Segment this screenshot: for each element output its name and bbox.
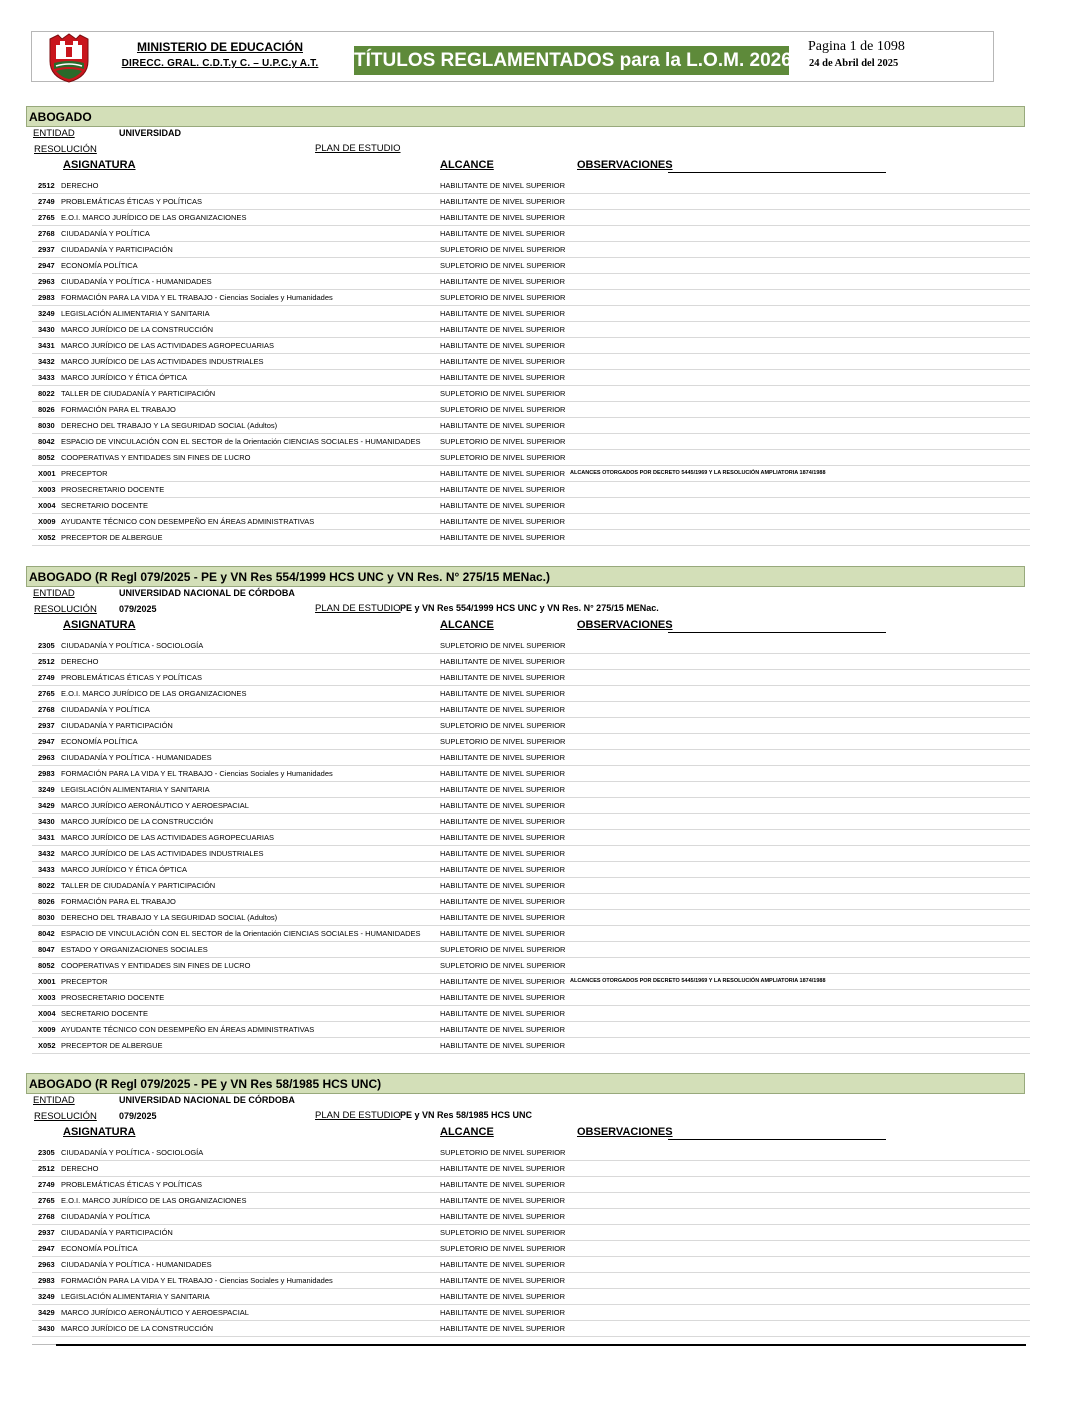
scope-value: HABILITANTE DE NIVEL SUPERIOR xyxy=(440,309,566,318)
table-row xyxy=(32,1161,1030,1177)
table-row xyxy=(32,1257,1030,1273)
subject-name: MARCO JURÍDICO DE LA CONSTRUCCIÓN xyxy=(61,1324,214,1333)
subject-code: 2765 xyxy=(38,213,55,222)
province-shield-icon xyxy=(46,33,92,83)
asignatura-header: ASIGNATURA xyxy=(63,619,136,631)
table-row xyxy=(32,718,1030,734)
subject-name: MARCO JURÍDICO DE LAS ACTIVIDADES AGROPECUARIAS xyxy=(61,833,274,842)
scope-value: HABILITANTE DE NIVEL SUPERIOR xyxy=(440,485,566,494)
table-row xyxy=(32,1177,1030,1193)
alcance-header: ALCANCE xyxy=(440,159,494,171)
subject-code: 2749 xyxy=(38,673,55,682)
asignatura-header: ASIGNATURA xyxy=(63,1126,136,1138)
subject-name: ECONOMÍA POLÍTICA xyxy=(61,1244,138,1253)
table-row xyxy=(32,290,1030,306)
subject-code: 2765 xyxy=(38,689,55,698)
subject-name: PRECEPTOR DE ALBERGUE xyxy=(61,1041,163,1050)
subject-code: 8030 xyxy=(38,421,55,430)
subject-name: MARCO JURÍDICO DE LAS ACTIVIDADES INDUSTRIALES xyxy=(61,357,264,366)
entidad-label: ENTIDAD xyxy=(33,588,75,599)
subject-code: 3430 xyxy=(38,325,55,334)
table-row xyxy=(32,894,1030,910)
subject-code: 2983 xyxy=(38,769,55,778)
scope-value: HABILITANTE DE NIVEL SUPERIOR xyxy=(440,929,566,938)
resolucion-label: RESOLUCIÓN xyxy=(34,1111,97,1122)
subject-code: 2305 xyxy=(38,1148,55,1157)
subject-name: E.O.I. MARCO JURÍDICO DE LAS ORGANIZACIONES xyxy=(61,213,247,222)
table-row xyxy=(32,1305,1030,1321)
table-row xyxy=(32,766,1030,782)
scope-value: HABILITANTE DE NIVEL SUPERIOR xyxy=(440,373,566,382)
scope-value: HABILITANTE DE NIVEL SUPERIOR xyxy=(440,1308,566,1317)
subject-name: PROBLEMÁTICAS ÉTICAS Y POLÍTICAS xyxy=(61,1180,203,1189)
scope-value: HABILITANTE DE NIVEL SUPERIOR xyxy=(440,421,566,430)
table-row xyxy=(32,638,1030,654)
entidad-value: UNIVERSIDAD NACIONAL DE CÓRDOBA xyxy=(119,1095,295,1105)
resolucion-label: RESOLUCIÓN xyxy=(34,144,97,155)
scope-value: HABILITANTE DE NIVEL SUPERIOR xyxy=(440,341,566,350)
table-row xyxy=(32,1038,1030,1054)
subject-code: 8022 xyxy=(38,389,55,398)
subject-name: PROSECRETARIO DOCENTE xyxy=(61,485,165,494)
plan-label: PLAN DE ESTUDIO xyxy=(315,143,401,154)
section-title: ABOGADO (R Regl 079/2025 - PE y VN Res 554/1999 HCS UNC y VN Res. N° 275/15 MENac.) xyxy=(26,566,1025,587)
section-title: ABOGADO xyxy=(26,106,1025,127)
subject-name: E.O.I. MARCO JURÍDICO DE LAS ORGANIZACIONES xyxy=(61,1196,247,1205)
subject-code: X001 xyxy=(38,977,56,986)
subject-code: 8030 xyxy=(38,913,55,922)
table-row xyxy=(32,434,1030,450)
scope-value: HABILITANTE DE NIVEL SUPERIOR xyxy=(440,181,566,190)
table-row xyxy=(32,178,1030,194)
subject-code: 2947 xyxy=(38,1244,55,1253)
subject-code: 8052 xyxy=(38,453,55,462)
subject-name: CIUDADANÍA Y POLÍTICA xyxy=(61,1212,150,1221)
scope-value: HABILITANTE DE NIVEL SUPERIOR xyxy=(440,357,566,366)
scope-value: SUPLETORIO DE NIVEL SUPERIOR xyxy=(440,1244,566,1253)
subject-name: FORMACIÓN PARA LA VIDA Y EL TRABAJO - Ciencias Sociales y Humanidades xyxy=(61,293,333,302)
subject-name: DERECHO xyxy=(61,657,99,666)
table-row xyxy=(32,1145,1030,1161)
subject-code: 3431 xyxy=(38,341,55,350)
subject-name: SECRETARIO DOCENTE xyxy=(61,1009,148,1018)
subject-code: X004 xyxy=(38,501,56,510)
subject-name: PROSECRETARIO DOCENTE xyxy=(61,993,165,1002)
subject-code: X052 xyxy=(38,533,56,542)
scope-value: SUPLETORIO DE NIVEL SUPERIOR xyxy=(440,945,566,954)
table-row xyxy=(32,402,1030,418)
scope-value: HABILITANTE DE NIVEL SUPERIOR xyxy=(440,689,566,698)
subject-name: CIUDADANÍA Y POLÍTICA - SOCIOLOGÍA xyxy=(61,1148,204,1157)
alcance-header: ALCANCE xyxy=(440,1126,494,1138)
table-row xyxy=(32,1022,1030,1038)
table-row xyxy=(32,418,1030,434)
scope-value: HABILITANTE DE NIVEL SUPERIOR xyxy=(440,501,566,510)
table-row xyxy=(32,846,1030,862)
resolucion-value: 079/2025 xyxy=(119,1111,157,1121)
asignatura-header: ASIGNATURA xyxy=(63,159,136,171)
subject-name: CIUDADANÍA Y PARTICIPACIÓN xyxy=(61,721,173,730)
subject-code: 2983 xyxy=(38,1276,55,1285)
subject-code: 2937 xyxy=(38,245,55,254)
subject-name: PRECEPTOR DE ALBERGUE xyxy=(61,533,163,542)
observaciones-header: OBSERVACIONES xyxy=(577,159,673,171)
table-row xyxy=(32,306,1030,322)
resolucion-value: 079/2025 xyxy=(119,604,157,614)
table-row xyxy=(32,482,1030,498)
table-row xyxy=(32,798,1030,814)
scope-value: HABILITANTE DE NIVEL SUPERIOR xyxy=(440,533,566,542)
entidad-value: UNIVERSIDAD xyxy=(119,128,182,138)
subject-code: 2765 xyxy=(38,1196,55,1205)
table-row xyxy=(32,1273,1030,1289)
scope-value: SUPLETORIO DE NIVEL SUPERIOR xyxy=(440,389,566,398)
observation-text: ALCANCES OTORGADOS POR DECRETO 5445/1969 Y LA RESOLUCIÓN AMPLIATORIA 1874/1988 xyxy=(570,978,826,984)
subject-name: DERECHO DEL TRABAJO Y LA SEGURIDAD SOCIAL (Adultos) xyxy=(61,913,278,922)
subject-code: X009 xyxy=(38,517,56,526)
table-row xyxy=(32,750,1030,766)
scope-value: HABILITANTE DE NIVEL SUPERIOR xyxy=(440,913,566,922)
table-row xyxy=(32,734,1030,750)
subject-code: 3430 xyxy=(38,817,55,826)
observaciones-rule xyxy=(668,1139,886,1140)
table-row xyxy=(32,450,1030,466)
scope-value: HABILITANTE DE NIVEL SUPERIOR xyxy=(440,1164,566,1173)
observation-text: ALCANCES OTORGADOS POR DECRETO 5445/1969 Y LA RESOLUCIÓN AMPLIATORIA 1874/1988 xyxy=(570,470,826,476)
table-row xyxy=(32,942,1030,958)
subject-code: 2768 xyxy=(38,229,55,238)
table-row xyxy=(32,686,1030,702)
subject-code: X001 xyxy=(38,469,56,478)
subject-code: 8042 xyxy=(38,929,55,938)
subject-name: DERECHO DEL TRABAJO Y LA SEGURIDAD SOCIAL (Adultos) xyxy=(61,421,278,430)
subject-name: PRECEPTOR xyxy=(61,977,108,986)
table-row xyxy=(32,1321,1030,1337)
subject-name: CIUDADANÍA Y POLÍTICA xyxy=(61,705,150,714)
scope-value: HABILITANTE DE NIVEL SUPERIOR xyxy=(440,977,566,986)
subject-name: AYUDANTE TÉCNICO CON DESEMPEÑO EN ÁREAS ADMINISTRATIVAS xyxy=(61,517,315,526)
subject-code: 8047 xyxy=(38,945,55,954)
subject-name: ESPACIO DE VINCULACIÓN CON EL SECTOR de la Orientación CIENCIAS SOCIALES - HUMANIDADES xyxy=(61,437,421,446)
table-row xyxy=(32,1209,1030,1225)
table-row xyxy=(32,958,1030,974)
subject-code: 3431 xyxy=(38,833,55,842)
subject-code: 8022 xyxy=(38,881,55,890)
scope-value: HABILITANTE DE NIVEL SUPERIOR xyxy=(440,1180,566,1189)
table-row xyxy=(32,990,1030,1006)
subject-name: AYUDANTE TÉCNICO CON DESEMPEÑO EN ÁREAS ADMINISTRATIVAS xyxy=(61,1025,315,1034)
subject-name: TALLER DE CIUDADANÍA Y PARTICIPACIÓN xyxy=(61,389,216,398)
ministry-name: MINISTERIO DE EDUCACIÓN xyxy=(136,40,303,54)
subject-code: 8042 xyxy=(38,437,55,446)
scope-value: HABILITANTE DE NIVEL SUPERIOR xyxy=(440,277,566,286)
observaciones-header: OBSERVACIONES xyxy=(577,1126,673,1138)
subject-name: MARCO JURÍDICO AERONÁUTICO Y AEROESPACIAL xyxy=(61,801,249,810)
subject-code: 2983 xyxy=(38,293,55,302)
table-row xyxy=(32,498,1030,514)
subject-code: 3433 xyxy=(38,373,55,382)
scope-value: SUPLETORIO DE NIVEL SUPERIOR xyxy=(440,721,566,730)
subject-code: 2512 xyxy=(38,181,55,190)
scope-value: HABILITANTE DE NIVEL SUPERIOR xyxy=(440,833,566,842)
subject-code: 8052 xyxy=(38,961,55,970)
subject-code: 2512 xyxy=(38,1164,55,1173)
table-row xyxy=(32,1006,1030,1022)
subject-name: CIUDADANÍA Y POLÍTICA - HUMANIDADES xyxy=(61,1260,212,1269)
subject-name: MARCO JURÍDICO DE LAS ACTIVIDADES AGROPECUARIAS xyxy=(61,341,274,350)
scope-value: HABILITANTE DE NIVEL SUPERIOR xyxy=(440,325,566,334)
table-row xyxy=(32,670,1030,686)
subject-name: MARCO JURÍDICO DE LAS ACTIVIDADES INDUSTRIALES xyxy=(61,849,264,858)
subject-code: 8026 xyxy=(38,897,55,906)
scope-value: SUPLETORIO DE NIVEL SUPERIOR xyxy=(440,1148,566,1157)
subject-code: 2963 xyxy=(38,277,55,286)
observaciones-rule xyxy=(668,172,886,173)
scope-value: HABILITANTE DE NIVEL SUPERIOR xyxy=(440,229,566,238)
scope-value: HABILITANTE DE NIVEL SUPERIOR xyxy=(440,849,566,858)
table-row xyxy=(32,974,1030,990)
subject-name: ESPACIO DE VINCULACIÓN CON EL SECTOR de la Orientación CIENCIAS SOCIALES - HUMANIDADES xyxy=(61,929,421,938)
subject-name: DERECHO xyxy=(61,181,99,190)
subject-code: 2768 xyxy=(38,705,55,714)
scope-value: HABILITANTE DE NIVEL SUPERIOR xyxy=(440,881,566,890)
subject-name: CIUDADANÍA Y POLÍTICA - HUMANIDADES xyxy=(61,277,212,286)
subject-name: CIUDADANÍA Y PARTICIPACIÓN xyxy=(61,245,173,254)
subject-code: 3432 xyxy=(38,357,55,366)
subject-name: COOPERATIVAS Y ENTIDADES SIN FINES DE LUCRO xyxy=(61,453,251,462)
table-row xyxy=(32,466,1030,482)
scope-value: SUPLETORIO DE NIVEL SUPERIOR xyxy=(440,245,566,254)
subject-name: FORMACIÓN PARA EL TRABAJO xyxy=(61,897,176,906)
table-row xyxy=(32,926,1030,942)
table-row xyxy=(32,210,1030,226)
subject-code: 3429 xyxy=(38,801,55,810)
table-row xyxy=(32,274,1030,290)
subject-name: PRECEPTOR xyxy=(61,469,108,478)
subject-code: 2937 xyxy=(38,1228,55,1237)
scope-value: HABILITANTE DE NIVEL SUPERIOR xyxy=(440,1292,566,1301)
scope-value: HABILITANTE DE NIVEL SUPERIOR xyxy=(440,897,566,906)
subject-name: LEGISLACIÓN ALIMENTARIA Y SANITARIA xyxy=(61,309,210,318)
subject-name: LEGISLACIÓN ALIMENTARIA Y SANITARIA xyxy=(61,785,210,794)
department-name: DIRECC. GRAL. C.D.T.y C. – U.P.C.y A.T. xyxy=(121,58,319,69)
table-row xyxy=(32,1289,1030,1305)
subject-code: 3249 xyxy=(38,1292,55,1301)
subject-name: SECRETARIO DOCENTE xyxy=(61,501,148,510)
subject-code: 2937 xyxy=(38,721,55,730)
subject-name: PROBLEMÁTICAS ÉTICAS Y POLÍTICAS xyxy=(61,673,203,682)
scope-value: HABILITANTE DE NIVEL SUPERIOR xyxy=(440,657,566,666)
entidad-label: ENTIDAD xyxy=(33,1095,75,1106)
page-number: Pagina 1 de 1098 xyxy=(808,39,905,54)
scope-value: HABILITANTE DE NIVEL SUPERIOR xyxy=(440,1212,566,1221)
subject-code: 3433 xyxy=(38,865,55,874)
observaciones-header: OBSERVACIONES xyxy=(577,619,673,631)
table-row xyxy=(32,702,1030,718)
scope-value: HABILITANTE DE NIVEL SUPERIOR xyxy=(440,993,566,1002)
scope-value: HABILITANTE DE NIVEL SUPERIOR xyxy=(440,801,566,810)
scope-value: HABILITANTE DE NIVEL SUPERIOR xyxy=(440,865,566,874)
scope-value: SUPLETORIO DE NIVEL SUPERIOR xyxy=(440,961,566,970)
scope-value: HABILITANTE DE NIVEL SUPERIOR xyxy=(440,753,566,762)
table-row xyxy=(32,242,1030,258)
subject-code: 3430 xyxy=(38,1324,55,1333)
table-row xyxy=(32,258,1030,274)
subject-name: ECONOMÍA POLÍTICA xyxy=(61,261,138,270)
subject-name: CIUDADANÍA Y POLÍTICA xyxy=(61,229,150,238)
table-row xyxy=(32,1241,1030,1257)
subject-name: E.O.I. MARCO JURÍDICO DE LAS ORGANIZACIONES xyxy=(61,689,247,698)
scope-value: HABILITANTE DE NIVEL SUPERIOR xyxy=(440,1025,566,1034)
table-row xyxy=(32,1225,1030,1241)
section-title: ABOGADO (R Regl 079/2025 - PE y VN Res 58/1985 HCS UNC) xyxy=(26,1073,1025,1094)
table-row xyxy=(32,878,1030,894)
subject-name: LEGISLACIÓN ALIMENTARIA Y SANITARIA xyxy=(61,1292,210,1301)
table-row xyxy=(32,530,1030,546)
resolucion-label: RESOLUCIÓN xyxy=(34,604,97,615)
subject-name: MARCO JURÍDICO DE LA CONSTRUCCIÓN xyxy=(61,325,214,334)
subject-code: 3249 xyxy=(38,309,55,318)
table-row xyxy=(32,338,1030,354)
scope-value: HABILITANTE DE NIVEL SUPERIOR xyxy=(440,517,566,526)
footer-rule-left xyxy=(32,1344,56,1345)
subject-name: CIUDADANÍA Y PARTICIPACIÓN xyxy=(61,1228,173,1237)
table-row xyxy=(32,830,1030,846)
subject-name: CIUDADANÍA Y POLÍTICA - HUMANIDADES xyxy=(61,753,212,762)
table-row xyxy=(32,226,1030,242)
scope-value: HABILITANTE DE NIVEL SUPERIOR xyxy=(440,1260,566,1269)
subject-name: FORMACIÓN PARA EL TRABAJO xyxy=(61,405,176,414)
subject-name: FORMACIÓN PARA LA VIDA Y EL TRABAJO - Ciencias Sociales y Humanidades xyxy=(61,769,333,778)
subject-code: 3249 xyxy=(38,785,55,794)
scope-value: HABILITANTE DE NIVEL SUPERIOR xyxy=(440,1009,566,1018)
table-row xyxy=(32,862,1030,878)
footer-rule xyxy=(56,1344,1026,1346)
table-row xyxy=(32,354,1030,370)
scope-value: SUPLETORIO DE NIVEL SUPERIOR xyxy=(440,293,566,302)
entidad-label: ENTIDAD xyxy=(33,128,75,139)
subject-code: X052 xyxy=(38,1041,56,1050)
scope-value: SUPLETORIO DE NIVEL SUPERIOR xyxy=(440,737,566,746)
table-row xyxy=(32,370,1030,386)
scope-value: SUPLETORIO DE NIVEL SUPERIOR xyxy=(440,1228,566,1237)
subject-name: TALLER DE CIUDADANÍA Y PARTICIPACIÓN xyxy=(61,881,216,890)
subject-code: X003 xyxy=(38,485,56,494)
scope-value: HABILITANTE DE NIVEL SUPERIOR xyxy=(440,1324,566,1333)
scope-value: HABILITANTE DE NIVEL SUPERIOR xyxy=(440,213,566,222)
table-row xyxy=(32,322,1030,338)
document-title: TÍTULOS REGLAMENTADOS para la L.O.M. 2026 xyxy=(354,46,789,75)
plan-label: PLAN DE ESTUDIO xyxy=(315,603,401,614)
scope-value: HABILITANTE DE NIVEL SUPERIOR xyxy=(440,705,566,714)
table-row xyxy=(32,782,1030,798)
observaciones-rule xyxy=(668,632,886,633)
scope-value: SUPLETORIO DE NIVEL SUPERIOR xyxy=(440,261,566,270)
scope-value: HABILITANTE DE NIVEL SUPERIOR xyxy=(440,469,566,478)
subject-code: 2963 xyxy=(38,753,55,762)
table-row xyxy=(32,654,1030,670)
table-row xyxy=(32,814,1030,830)
subject-name: DERECHO xyxy=(61,1164,99,1173)
subject-name: MARCO JURÍDICO Y ÉTICA ÓPTICA xyxy=(61,373,187,382)
subject-code: X004 xyxy=(38,1009,56,1018)
subject-name: MARCO JURÍDICO Y ÉTICA ÓPTICA xyxy=(61,865,187,874)
scope-value: SUPLETORIO DE NIVEL SUPERIOR xyxy=(440,437,566,446)
subject-code: 8026 xyxy=(38,405,55,414)
scope-value: HABILITANTE DE NIVEL SUPERIOR xyxy=(440,1196,566,1205)
document-date: 24 de Abril del 2025 xyxy=(809,58,899,69)
subject-name: MARCO JURÍDICO AERONÁUTICO Y AEROESPACIAL xyxy=(61,1308,249,1317)
table-row xyxy=(32,386,1030,402)
alcance-header: ALCANCE xyxy=(440,619,494,631)
scope-value: HABILITANTE DE NIVEL SUPERIOR xyxy=(440,673,566,682)
scope-value: HABILITANTE DE NIVEL SUPERIOR xyxy=(440,769,566,778)
subject-code: 2963 xyxy=(38,1260,55,1269)
subject-name: CIUDADANÍA Y POLÍTICA - SOCIOLOGÍA xyxy=(61,641,204,650)
plan-label: PLAN DE ESTUDIO xyxy=(315,1110,401,1121)
table-row xyxy=(32,514,1030,530)
subject-code: 2749 xyxy=(38,197,55,206)
subject-name: ECONOMÍA POLÍTICA xyxy=(61,737,138,746)
subject-name: FORMACIÓN PARA LA VIDA Y EL TRABAJO - Ciencias Sociales y Humanidades xyxy=(61,1276,333,1285)
scope-value: HABILITANTE DE NIVEL SUPERIOR xyxy=(440,1276,566,1285)
subject-name: ESTADO Y ORGANIZACIONES SOCIALES xyxy=(61,945,208,954)
subject-code: 2947 xyxy=(38,737,55,746)
scope-value: SUPLETORIO DE NIVEL SUPERIOR xyxy=(440,453,566,462)
entidad-value: UNIVERSIDAD NACIONAL DE CÓRDOBA xyxy=(119,588,295,598)
scope-value: HABILITANTE DE NIVEL SUPERIOR xyxy=(440,1041,566,1050)
subject-name: COOPERATIVAS Y ENTIDADES SIN FINES DE LUCRO xyxy=(61,961,251,970)
subject-code: 2947 xyxy=(38,261,55,270)
scope-value: SUPLETORIO DE NIVEL SUPERIOR xyxy=(440,641,566,650)
scope-value: HABILITANTE DE NIVEL SUPERIOR xyxy=(440,785,566,794)
scope-value: HABILITANTE DE NIVEL SUPERIOR xyxy=(440,817,566,826)
plan-value: PE y VN Res 554/1999 HCS UNC y VN Res. N° 275/15 MENac. xyxy=(400,603,659,613)
subject-code: 2305 xyxy=(38,641,55,650)
subject-code: 2512 xyxy=(38,657,55,666)
subject-code: 3432 xyxy=(38,849,55,858)
subject-name: PROBLEMÁTICAS ÉTICAS Y POLÍTICAS xyxy=(61,197,203,206)
scope-value: SUPLETORIO DE NIVEL SUPERIOR xyxy=(440,405,566,414)
table-row xyxy=(32,910,1030,926)
plan-value: PE y VN Res 58/1985 HCS UNC xyxy=(400,1110,533,1120)
subject-code: 2768 xyxy=(38,1212,55,1221)
table-row xyxy=(32,194,1030,210)
scope-value: HABILITANTE DE NIVEL SUPERIOR xyxy=(440,197,566,206)
subject-code: X003 xyxy=(38,993,56,1002)
subject-code: 2749 xyxy=(38,1180,55,1189)
subject-code: X009 xyxy=(38,1025,56,1034)
subject-name: MARCO JURÍDICO DE LA CONSTRUCCIÓN xyxy=(61,817,214,826)
subject-code: 3429 xyxy=(38,1308,55,1317)
table-row xyxy=(32,1193,1030,1209)
